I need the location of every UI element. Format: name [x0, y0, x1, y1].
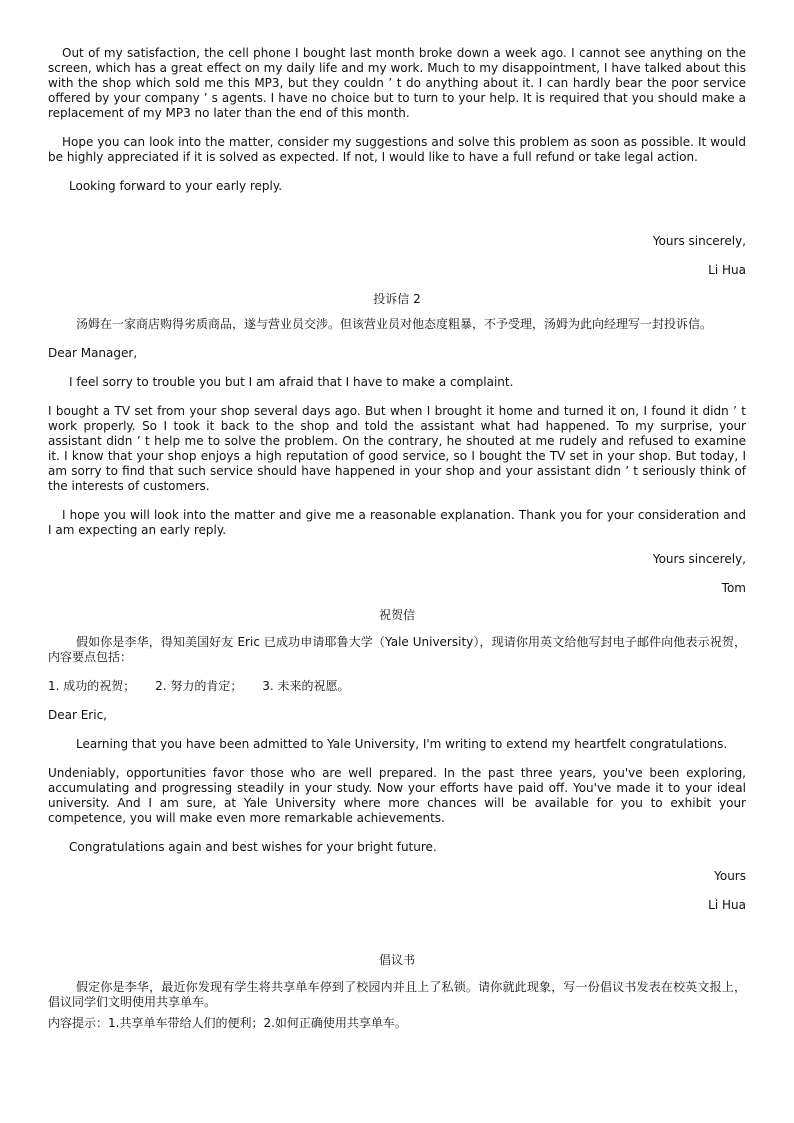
letter2-paragraph-1: I feel sorry to trouble you but I am afraid that I have to make a complaint. [69, 375, 514, 389]
letter3-paragraph-3: Congratulations again and best wishes for your bright future. [69, 840, 437, 854]
letter3-paragraph-2: Undeniably, opportunities favor those who are well prepared. In the past three years, you've been exploring, accumulating and progressing steadily in your study. Now your efforts have paid off. You've made it to your ideal university. And I am sure, at Yale University where more chances will be available for you to exhibit your competence, you will make even more remarkable achievements. [48, 766, 746, 825]
letter1-paragraph-3: Looking forward to your early reply. [69, 179, 283, 193]
letter4-hint: 内容提示：1.共享单车带给人们的便利；2.如何正确使用共享单车。 [48, 1016, 407, 1030]
letter2-paragraph-2: I bought a TV set from your shop several days ago. But when I brought it home and turned it on, I found it didn ’ t work properly. So I took it back to the shop and told the assistant what had happened. To my surprise, your assistant didn ’ t help me to solve the problem. On the contrary, he shouted at me rudely and refused to examine it. I know that your shop enjoys a high reputation of good service, so I bought the TV set in your shop. But today, I am sorry to find that such service should have happened in your shop and your assistant didn ’ t seriously think of the interests of customers. [48, 404, 746, 493]
letter3-signature: Li Hua [708, 898, 746, 912]
letter1-paragraph-1: Out of my satisfaction, the cell phone I bought last month broke down a week ago. I cannot see anything on the screen, which has a great effect on my daily life and my work. Much to my disappointment, I have talked about this with the shop which sold me this MP3, but they couldn ’ t do anything about it. I can hardly bear the poor service offered by your company ’ s agents. I have no choice but to turn to your help. It is required that you should make a replacement of my MP3 no later than the end of this month. [48, 46, 746, 120]
letter2-paragraph-3: I hope you will look into the matter and give me a reasonable explanation. Thank you for your consideration and I am expecting an early reply. [48, 508, 746, 537]
letter3-prompt: 假如你是李华，得知美国好友 Eric 已成功申请耶鲁大学（Yale University），现请你用英文给他写封电子邮件向他表示祝贺，内容要点包括： [48, 635, 746, 664]
letter2-title: 投诉信 2 [373, 292, 421, 306]
letter4-title: 倡议书 [378, 953, 415, 967]
letter1-signature: Li Hua [708, 263, 746, 277]
letter3-point-2: 2. 努力的肯定； [155, 679, 243, 693]
document-page [48, 46, 746, 1031]
letter2-prompt: 汤姆在一家商店购得劣质商品，遂与营业员交涉。但该营业员对他态度粗暴，不予受理，汤姆为此向经理写一封投诉信。 [76, 317, 713, 331]
letter3-point-3: 3. 未来的祝愿。 [262, 679, 350, 693]
letter3-point-1: 1. 成功的祝贺； [48, 679, 136, 693]
letter3-title: 祝贺信 [378, 608, 415, 622]
letter4-prompt: 假定你是李华，最近你发现有学生将共享单车停到了校园内并且上了私锁。请你就此现象，写一份倡议书发表在校英文报上，倡议同学们文明使用共享单车。 [48, 980, 746, 1009]
letter2-closing: Yours sincerely, [652, 552, 746, 566]
letter1-closing: Yours sincerely, [652, 234, 746, 248]
letter2-signature: Tom [721, 581, 746, 595]
letter3-salutation: Dear Eric, [48, 708, 107, 722]
letter3-paragraph-1: Learning that you have been admitted to Yale University, I'm writing to extend my heartfelt congratulations. [76, 737, 728, 751]
letter1-paragraph-2: Hope you can look into the matter, consider my suggestions and solve this problem as soon as possible. It would be highly appreciated if it is solved as expected. If not, I would like to have a full refund or take legal action. [48, 135, 746, 164]
letter2-salutation: Dear Manager, [48, 346, 138, 360]
letter3-points [48, 679, 746, 694]
letter3-closing: Yours [714, 869, 746, 883]
